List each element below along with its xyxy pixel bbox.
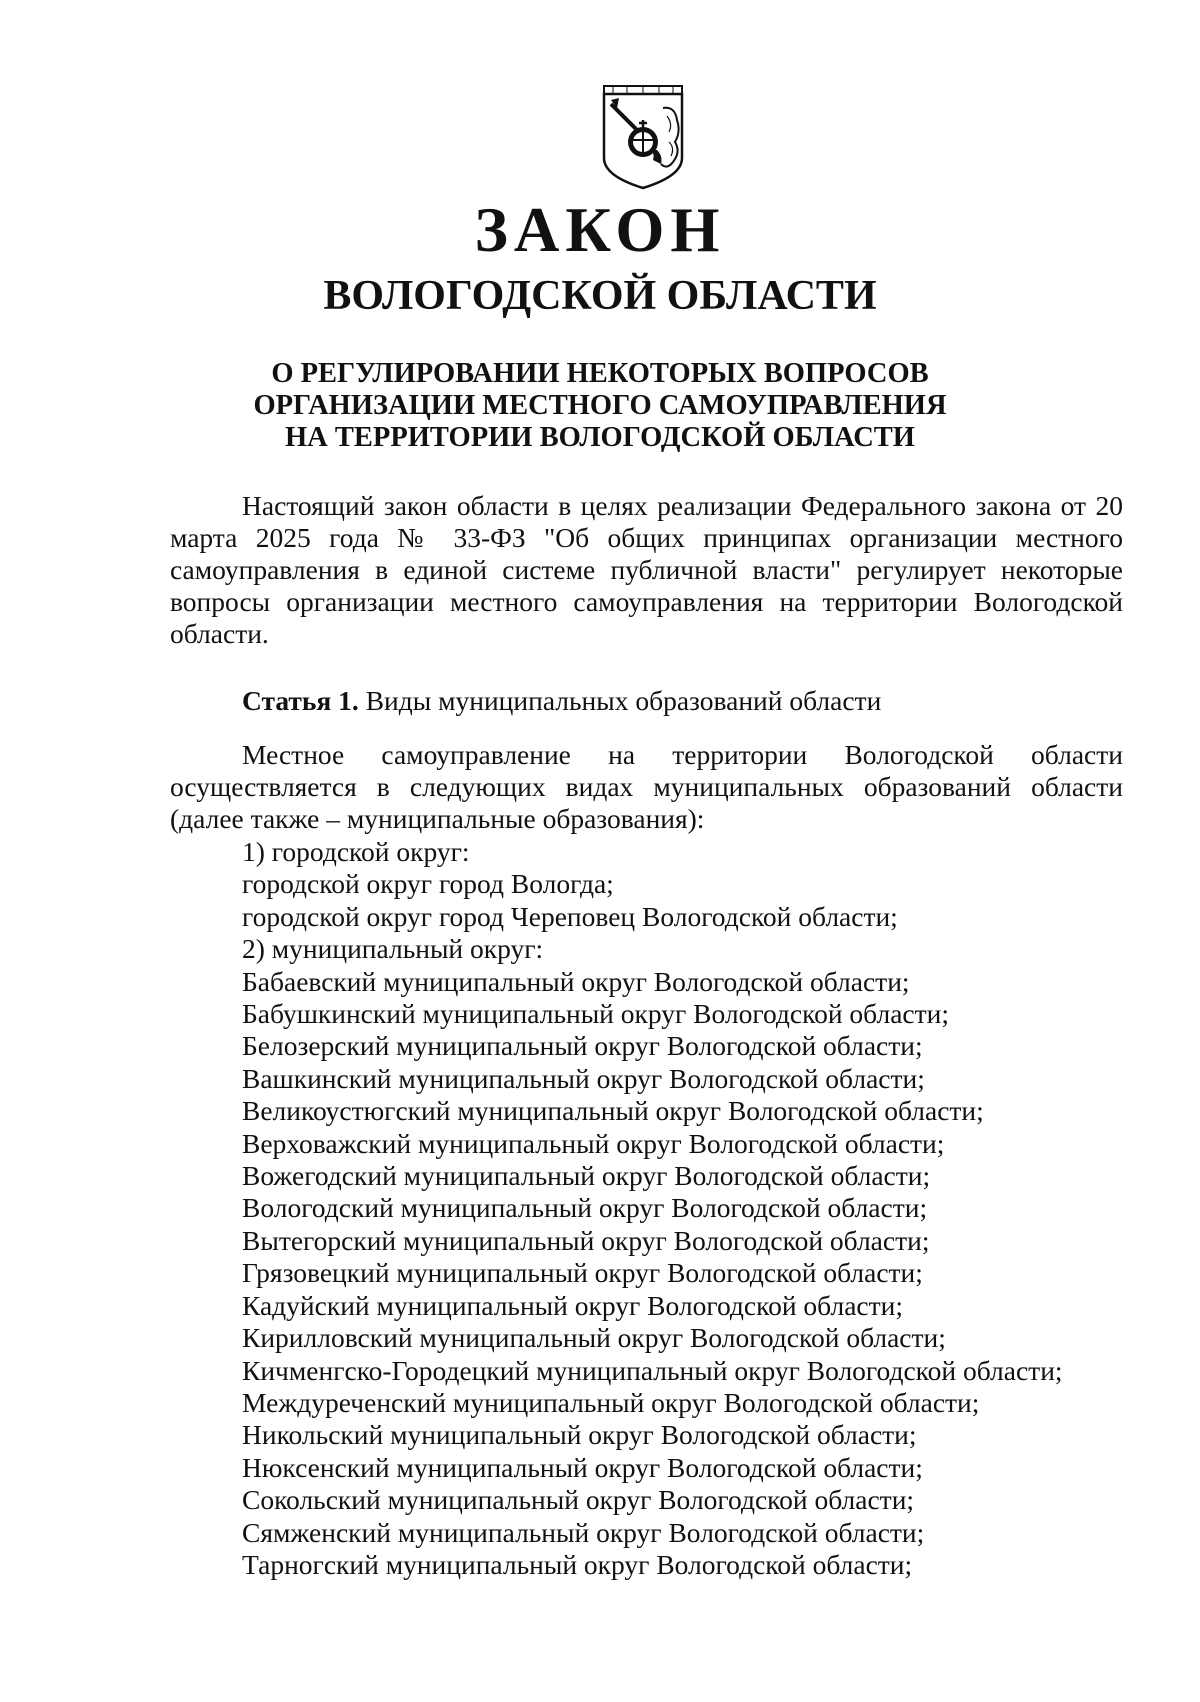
list-item: Бабаевский муниципальный округ Вологодской области; [242, 965, 910, 997]
list-item: Вытегорский муниципальный округ Вологодской области; [242, 1224, 930, 1256]
list-item: Кирилловский муниципальный округ Вологодской области; [242, 1322, 946, 1354]
list-item: Вологодский муниципальный округ Вологодской области; [242, 1192, 928, 1224]
list-item: Тарногский муниципальный округ Вологодской области; [242, 1548, 913, 1580]
coat-of-arms-icon [597, 80, 689, 192]
article-title: Виды муниципальных образований области [365, 685, 882, 716]
document-subtitle: ВОЛОГОДСКОЙ ОБЛАСТИ [323, 273, 877, 319]
article-heading [242, 685, 881, 717]
law-title-line: НА ТЕРРИТОРИИ ВОЛОГОДСКОЙ ОБЛАСТИ [285, 422, 915, 453]
document-title: ЗАКОН [474, 195, 726, 265]
list-item: Междуреченский муниципальный округ Вологодской области; [242, 1386, 980, 1418]
list-item: Бабушкинский муниципальный округ Вологодской области; [242, 998, 949, 1030]
list-item: городской округ город Вологда; [242, 868, 614, 900]
municipality-list [242, 836, 1063, 1581]
list-item: Вожегодский муниципальный округ Вологодской области; [242, 1160, 931, 1192]
list-item: Белозерский муниципальный округ Вологодской области; [242, 1030, 923, 1062]
list-item: Кадуйский муниципальный округ Вологодской области; [242, 1289, 903, 1321]
list-item: Верховажский муниципальный округ Вологодской области; [242, 1127, 945, 1159]
list-item: Кичменгско-Городецкий муниципальный округ Вологодской области; [242, 1354, 1063, 1386]
list-item: Никольский муниципальный округ Вологодской области; [242, 1419, 917, 1451]
list-item: Нюксенский муниципальный округ Вологодской области; [242, 1451, 923, 1483]
law-title-line: О РЕГУЛИРОВАНИИ НЕКОТОРЫХ ВОПРОСОВ [271, 358, 929, 389]
preamble [170, 490, 1123, 650]
preamble-paragraph: Настоящий закон области в целях реализации Федерального закона от 20 марта 2025 года № 33-ФЗ "Об общих принципах организации местного самоуправления в единой системе публичной власти" регулирует некоторые вопросы организации местного самоуправления на территории Вологодской области. [170, 490, 1123, 649]
list-item: 2) муниципальный округ: [242, 933, 544, 965]
list-item: Сямженский муниципальный округ Вологодской области; [242, 1516, 925, 1548]
article-paragraph: Местное самоуправление на территории Вологодской области осуществляется в следующих видах муниципальных образований области (далее также – муниципальные образования): [170, 739, 1123, 834]
list-item: Сокольский муниципальный округ Вологодской области; [242, 1484, 915, 1516]
list-item: Вашкинский муниципальный округ Вологодской области; [242, 1062, 925, 1094]
law-title-line: ОРГАНИЗАЦИИ МЕСТНОГО САМОУПРАВЛЕНИЯ [253, 390, 947, 421]
article-body [170, 739, 1123, 835]
list-item: Великоустюгский муниципальный округ Вологодской области; [242, 1095, 984, 1127]
article-label: Статья 1. [242, 685, 359, 716]
list-item: городской округ город Череповец Вологодской области; [242, 900, 898, 932]
law-title [0, 358, 1200, 454]
list-item: Грязовецкий муниципальный округ Вологодской области; [242, 1257, 923, 1289]
list-item: 1) городской округ: [242, 836, 470, 867]
